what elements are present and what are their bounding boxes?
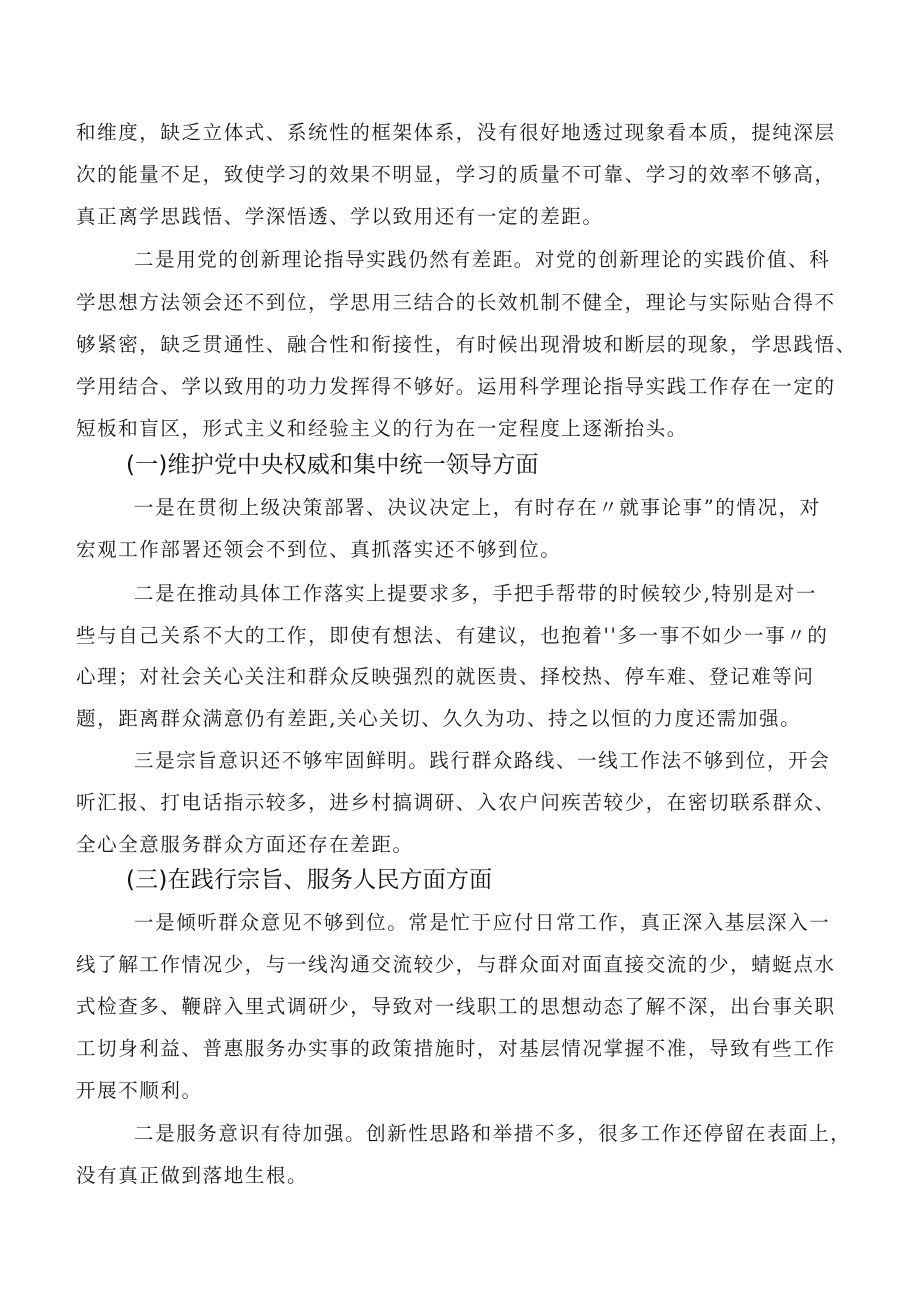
body-line: 开展不顺利。 bbox=[76, 1079, 203, 1102]
body-line: 心理；对社会关心关注和群众反映强烈的就医贵、择校热、停车难、登记难等问 bbox=[76, 665, 815, 688]
paragraph-first-line: 一是倾听群众意见不够到位。常是忙于应付日常工作，真正深入基层深入一 bbox=[134, 911, 831, 934]
body-line: 题，距离群众满意仍有差距,关心关切、久久为功、持之以恒的力度还需加强。 bbox=[76, 707, 802, 730]
paragraph-first-line: 三是宗旨意识还不够牢固鲜明。践行群众路线、一线工作法不够到位，开会 bbox=[134, 749, 831, 772]
body-line: 短板和盲区，形式主义和经验主义的行为在一定程度上逐渐抬头。 bbox=[76, 417, 688, 440]
body-line: 听汇报、打电话指示较多，进乡村搞调研、入农户问疾苦较少，在密切联系群众、 bbox=[76, 791, 836, 814]
section-heading: (一)维护党中央权威和集中统一领导方面 bbox=[126, 452, 539, 478]
body-line: 学用结合、学以致用的功力发挥得不够好。运用科学理论指导实践工作存在一定的 bbox=[76, 375, 836, 398]
section-heading: (三)在践行宗旨、服务人民方面方面 bbox=[126, 867, 493, 893]
body-line: 线了解工作情况少，与一线沟通交流较少，与群众面对面直接交流的少，蜻蜓点水 bbox=[76, 953, 836, 976]
body-line: 没有真正做到落地生根。 bbox=[76, 1164, 309, 1187]
body-line: 全心全意服务群众方面还存在差距。 bbox=[76, 833, 414, 856]
paragraph-first-line: 二是用党的创新理论指导实践仍然有差距。对党的创新理论的实践价值、科 bbox=[134, 248, 831, 271]
body-line: 和维度，缺乏立体式、系统性的框架体系，没有很好地透过现象看本质，提纯深层 bbox=[76, 121, 836, 144]
body-line: 真正离学思践悟、学深悟透、学以致用还有一定的差距。 bbox=[76, 205, 604, 228]
body-line: 宏观工作部署还领会不到位、真抓落实还不够到位。 bbox=[76, 538, 562, 561]
paragraph-first-line: 二是服务意识有待加强。创新性思路和举措不多，很多工作还停留在表面上， bbox=[134, 1122, 852, 1145]
body-line: 式检查多、鞭辟入里式调研少，导致对一线职工的思想动态了解不深，出台事关职 bbox=[76, 995, 836, 1018]
body-line: 工切身利益、普惠服务办实事的政策措施时，对基层情况掌握不准，导致有些工作 bbox=[76, 1037, 836, 1060]
paragraph-first-line: 一是在贯彻上级决策部署、决议决定上，有时存在〃就事论事”的情况，对 bbox=[134, 496, 821, 519]
body-line: 些与自己关系不大的工作，即使有想法、有建议，也抱着''多一事不如少一事〃的 bbox=[76, 624, 829, 647]
paragraph-first-line: 二是在推动具体工作落实上提要求多，手把手帮带的时候较少,特别是对一 bbox=[134, 582, 817, 605]
body-line: 次的能量不足，致使学习的效果不明显，学习的质量不可靠、学习的效率不够高， bbox=[76, 163, 836, 186]
body-line: 学思想方法领会还不到位，学思用三结合的长效机制不健全，理论与实际贴合得不 bbox=[76, 291, 836, 314]
body-line: 够紧密，缺乏贯通性、融合性和衔接性，有时候出现滑坡和断层的现象，学思践悟、 bbox=[76, 333, 857, 356]
